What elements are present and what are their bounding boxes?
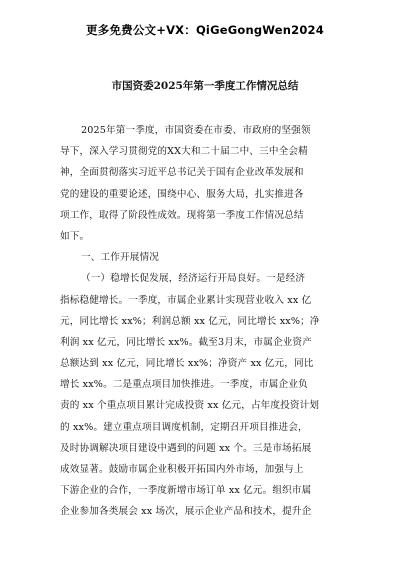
- body-line: 总额达到 xx 亿元，同比增长 xx%；净资产 xx 亿元，同比: [60, 358, 314, 370]
- document-title: 市国资委2025年第一季度工作情况总结: [111, 80, 299, 92]
- body-line: 神，全面贯彻落实习近平总书记关于国有企业改革发展和: [60, 167, 304, 179]
- body-line: 元，同比增长 xx%；利润总额 xx 亿元，同比增长 xx%；净: [60, 315, 320, 327]
- body-line: 2025年第一季度，市国资委在市委、市政府的坚强领: [81, 125, 311, 136]
- body-line: 及时协调解决项目建设中遇到的问题 xx 个。三是市场拓展: [60, 442, 312, 454]
- body-line: 如下。: [60, 230, 90, 242]
- body-line: （一）稳增长促发展，经济运行开局良好。一是经济: [81, 273, 306, 285]
- body-line: 责的 xx 个重点项目累计完成投资 xx 亿元，占年度投资计划: [60, 400, 320, 412]
- body-line: 利润 xx 亿元，同比增长 xx%。截至3月末，市属企业资产: [60, 336, 312, 348]
- body-line: 的 xx%。建立重点项目调度机制，定期召开项目推进会，: [60, 421, 308, 433]
- body-line: 党的建设的重要论述，围绕中心、服务大局，扎实推进各: [60, 188, 304, 200]
- body-line: 项工作，取得了阶段性成效。现将第一季度工作情况总结: [60, 209, 304, 221]
- body-line: 下游企业的合作，一季度新增市场订单 xx 亿元。组织市属: [60, 485, 312, 497]
- body-line: 增长 xx%。二是重点项目加快推进。一季度，市属企业负: [60, 379, 308, 391]
- body-line: 企业参加各类展会 xx 场次，展示企业产品和技术，提升企: [60, 506, 312, 518]
- body-line: 成效显著。鼓励市属企业积极开拓国内外市场，加强与上: [60, 464, 304, 475]
- document-body: [60, 120, 352, 523]
- body-line: 导下，深入学习贯彻党的XX大和二十届二中、三中全会精: [60, 146, 308, 158]
- body-line: 指标稳健增长。一季度，市属企业累计实现营业收入 xx 亿: [60, 294, 312, 306]
- section-heading: 一、工作开展情况: [81, 252, 159, 264]
- header-banner: 更多免费公文+VX：QiGeGongWen2024: [86, 23, 324, 37]
